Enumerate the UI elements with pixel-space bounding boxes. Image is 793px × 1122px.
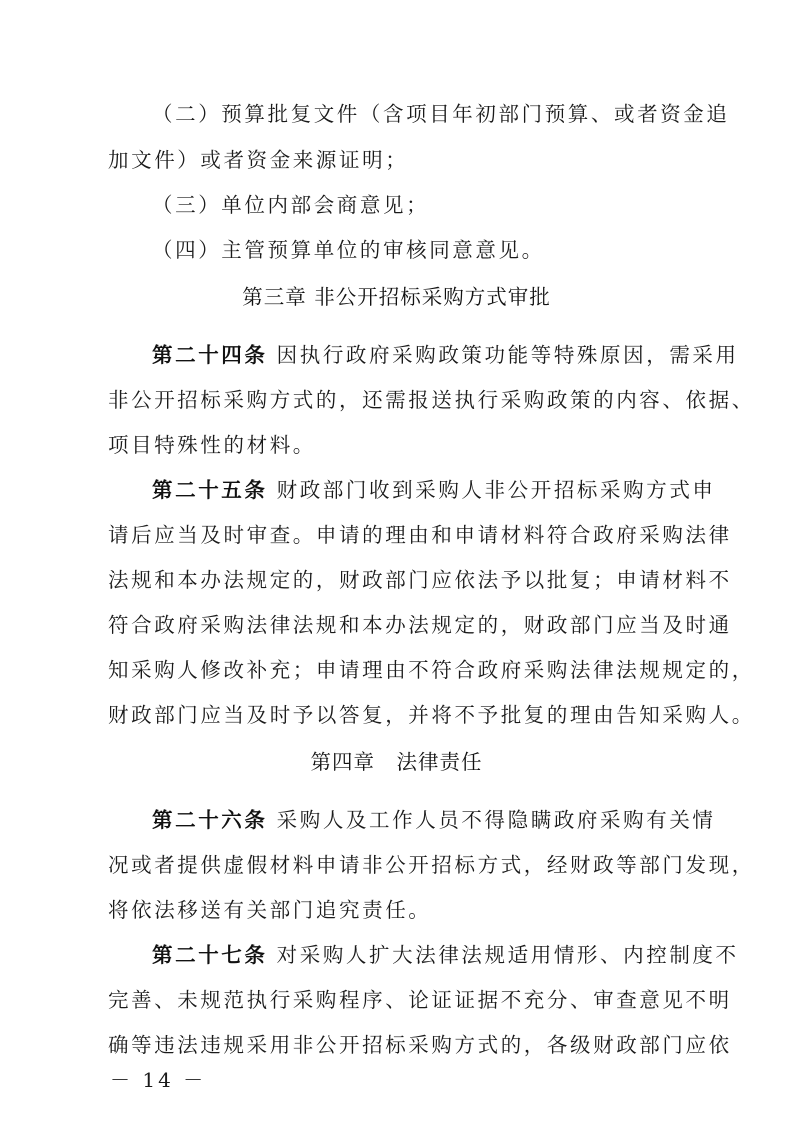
article-text: 对采购人扩大法律法规适用情形、内控制度不	[276, 943, 739, 967]
text-line: （四）主管预算单位的审核同意意见。	[152, 238, 545, 262]
chapter-heading: 第三章 非公开招标采购方式审批	[242, 285, 551, 309]
article-label: 第二十六条	[152, 808, 268, 832]
text-line: （二）预算批复文件（含项目年初部门预算、或者资金追	[152, 102, 730, 126]
page-number: － 14 －	[110, 1068, 207, 1092]
chapter-heading: 第四章 法律责任	[310, 750, 483, 774]
text-line: 知采购人修改补充；申请理由不符合政府采购法律法规规定的，	[108, 658, 755, 682]
article-label: 第二十四条	[152, 343, 268, 367]
text-line: 符合政府采购法律法规和本办法规定的，财政部门应当及时通	[108, 613, 732, 637]
article-first-line	[152, 478, 732, 502]
article-label: 第二十五条	[152, 478, 268, 502]
text-line: 确等违法违规采用非公开招标采购方式的，各级财政部门应依	[108, 1033, 732, 1057]
text-line: （三）单位内部会商意见；	[152, 193, 430, 217]
text-line: 况或者提供虚假材料申请非公开招标方式，经财政等部门发现，	[108, 853, 755, 877]
text-line: 加文件）或者资金来源证明；	[108, 148, 409, 172]
text-line: 法规和本办法规定的，财政部门应依法予以批复；申请材料不	[108, 568, 732, 592]
text-line: 将依法移送有关部门追究责任。	[108, 898, 432, 922]
article-text: 财政部门收到采购人非公开招标采购方式申	[276, 478, 716, 502]
text-line: 非公开招标采购方式的，还需报送执行采购政策的内容、依据、	[108, 388, 755, 412]
article-first-line	[152, 808, 732, 832]
text-line: 财政部门应当及时予以答复，并将不予批复的理由告知采购人。	[108, 703, 755, 727]
article-first-line	[152, 943, 739, 967]
article-label: 第二十七条	[152, 943, 268, 967]
text-line: 完善、未规范执行采购程序、论证证据不充分、审查意见不明	[108, 988, 732, 1012]
article-text: 因执行政府采购政策功能等特殊原因，需采用	[276, 343, 739, 367]
text-line: 项目特殊性的材料。	[108, 433, 316, 457]
text-line: 请后应当及时审查。申请的理由和申请材料符合政府采购法律	[108, 523, 732, 547]
article-first-line	[152, 343, 739, 367]
article-text: 采购人及工作人员不得隐瞒政府采购有关情	[276, 808, 716, 832]
